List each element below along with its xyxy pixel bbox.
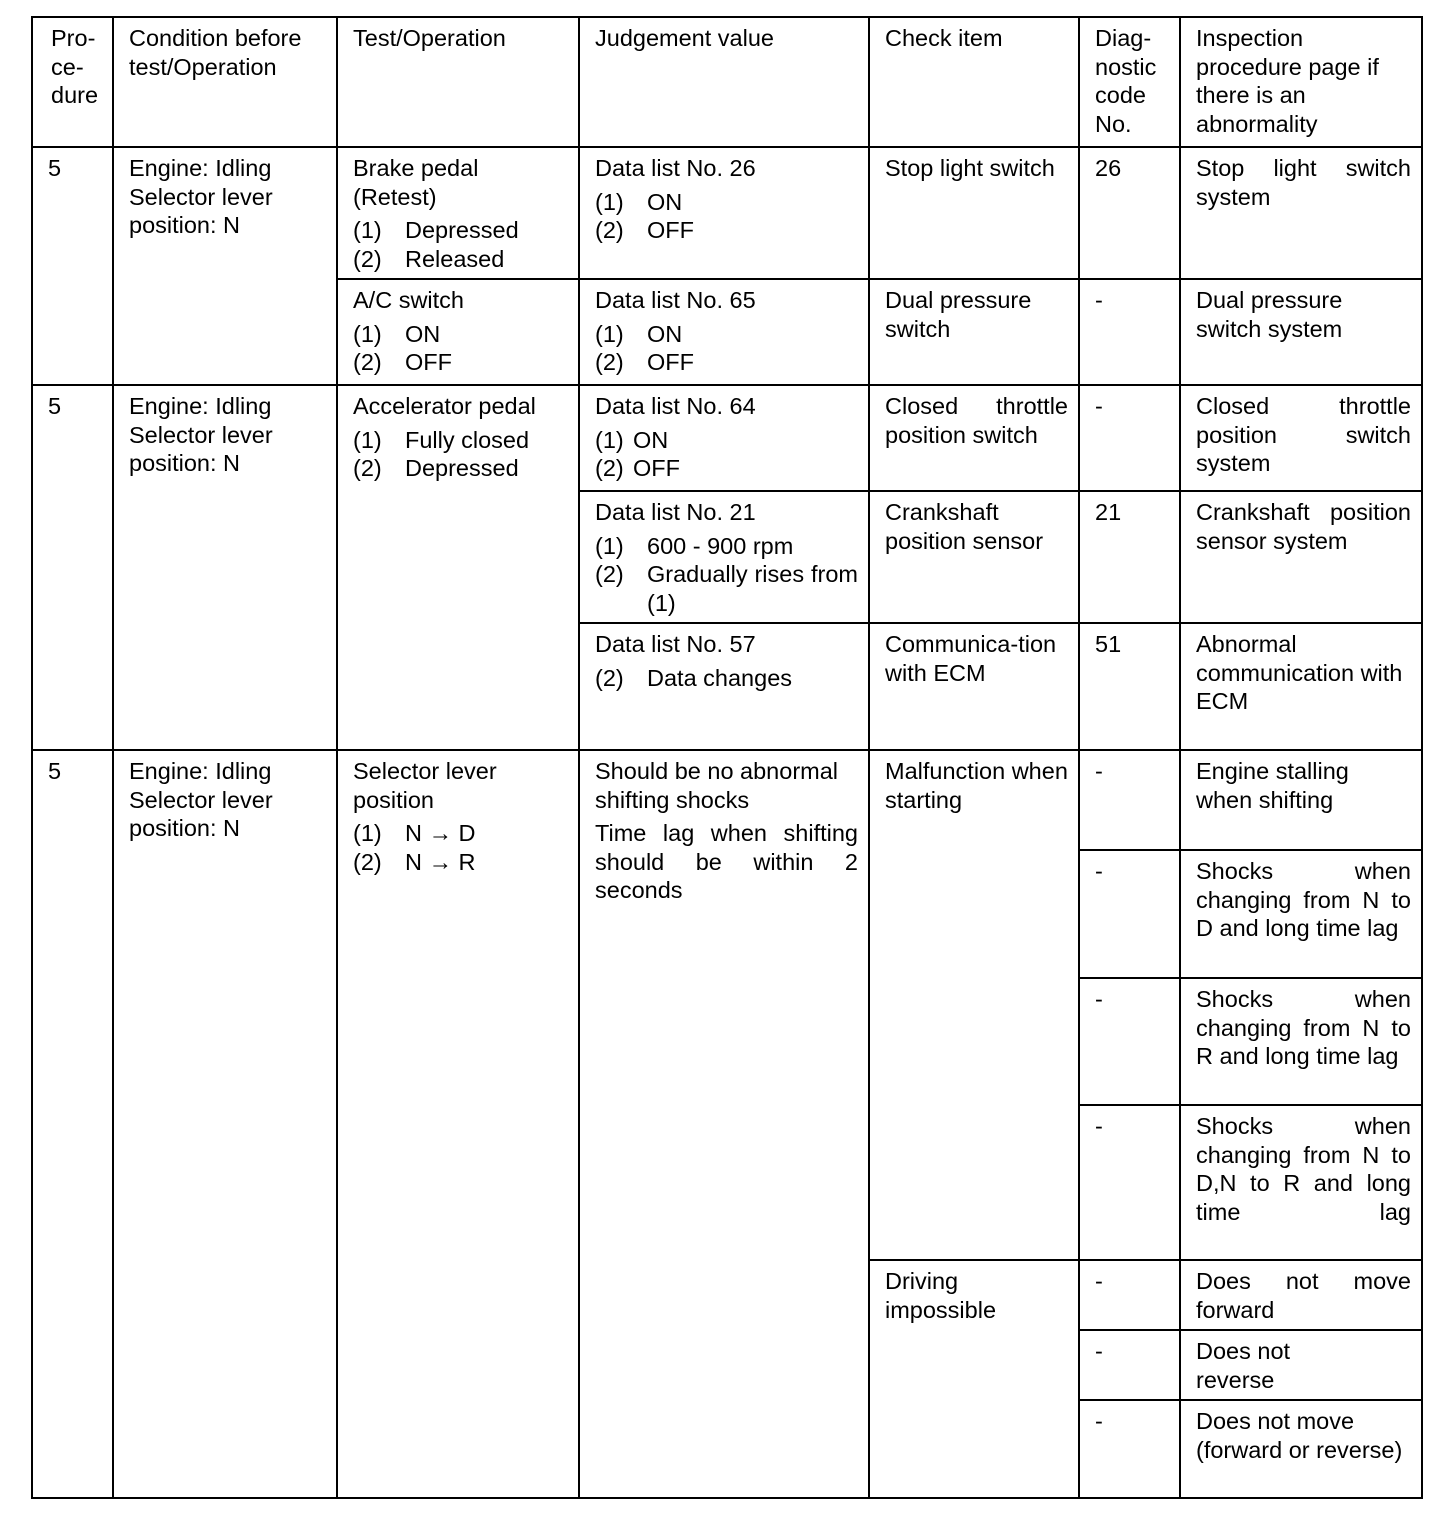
- header-procedure: Pro- ce- dure: [32, 17, 113, 147]
- diag-code-cell: -: [1079, 1105, 1180, 1260]
- judgement-cell: Data list No. 21 (1) 600 - 900 rpm (2) Gradually rises from (1): [579, 491, 869, 623]
- header-row: [32, 17, 1422, 147]
- condition-cell: Engine: Idling Selector lever position: N: [113, 385, 337, 750]
- test-cell: Accelerator pedal (1) Fully closed (2) Depressed: [337, 385, 579, 750]
- check-item-cell: Stop light switch: [869, 147, 1079, 279]
- check-item-cell: Driving impossible: [869, 1260, 1079, 1498]
- inspection-cell: Dual pressure switch system: [1180, 279, 1422, 385]
- judgement-cell: Data list No. 26 (1) ON (2) OFF: [579, 147, 869, 279]
- diag-code-cell: -: [1079, 385, 1180, 491]
- diag-code-cell: -: [1079, 1330, 1180, 1400]
- inspection-cell: Shocks when changing from N to R and long time lag: [1180, 978, 1422, 1105]
- judgement-cell: Data list No. 64 (1) ON (2) OFF: [579, 385, 869, 491]
- diag-code-cell: 26: [1079, 147, 1180, 279]
- header-judgement: Judgement value: [579, 17, 869, 147]
- diag-code-cell: -: [1079, 978, 1180, 1105]
- test-cell: A/C switch (1) ON (2) OFF: [337, 279, 579, 385]
- procedure-cell: 5: [32, 750, 113, 1498]
- diagnosis-table: [31, 16, 1423, 1499]
- diag-code-cell: 21: [1079, 491, 1180, 623]
- inspection-cell: Shocks when changing from N to D and long time lag: [1180, 850, 1422, 978]
- inspection-cell: Closed throttle position switch system: [1180, 385, 1422, 491]
- inspection-cell: Does not move (forward or reverse): [1180, 1400, 1422, 1498]
- check-item-cell: Dual pressure switch: [869, 279, 1079, 385]
- inspection-cell: Crankshaft position sensor system: [1180, 491, 1422, 623]
- diag-code-cell: 51: [1079, 623, 1180, 750]
- diag-code-cell: -: [1079, 1260, 1180, 1330]
- diag-code-cell: -: [1079, 750, 1180, 850]
- check-item-cell: Crankshaft position sensor: [869, 491, 1079, 623]
- procedure-cell: 5: [32, 385, 113, 750]
- table-row: [32, 147, 1422, 279]
- test-cell: Selector lever position (1) N → D (2) N → R: [337, 750, 579, 1498]
- inspection-cell: Abnormal communication with ECM: [1180, 623, 1422, 750]
- header-inspection: Inspection procedure page if there is an abnormality: [1180, 17, 1422, 147]
- table-row: [32, 750, 1422, 850]
- judgement-cell: Data list No. 65 (1) ON (2) OFF: [579, 279, 869, 385]
- inspection-cell: Stop light switch system: [1180, 147, 1422, 279]
- procedure-cell: 5: [32, 147, 113, 385]
- check-item-cell: Closed throttle position switch: [869, 385, 1079, 491]
- diag-code-cell: -: [1079, 850, 1180, 978]
- inspection-cell: Engine stalling when shifting: [1180, 750, 1422, 850]
- table-row: [32, 385, 1422, 491]
- judgement-cell: Should be no abnormal shifting shocks Time lag when shifting should be within 2 seconds: [579, 750, 869, 1498]
- diag-code-cell: -: [1079, 1400, 1180, 1498]
- inspection-cell: Does not move forward: [1180, 1260, 1422, 1330]
- inspection-cell: Does not reverse: [1180, 1330, 1422, 1400]
- diag-code-cell: -: [1079, 279, 1180, 385]
- header-test: Test/Operation: [337, 17, 579, 147]
- inspection-cell: Shocks when changing from N to D,N to R and long time lag: [1180, 1105, 1422, 1260]
- header-check: Check item: [869, 17, 1079, 147]
- header-diag: Diag- nostic code No.: [1079, 17, 1180, 147]
- check-item-cell: Communica-tion with ECM: [869, 623, 1079, 750]
- header-condition: Condition before test/Operation: [113, 17, 337, 147]
- judgement-cell: Data list No. 57 (2) Data changes: [579, 623, 869, 750]
- condition-cell: Engine: Idling Selector lever position: N: [113, 147, 337, 385]
- condition-cell: Engine: Idling Selector lever position: N: [113, 750, 337, 1498]
- check-item-cell: Malfunction when starting: [869, 750, 1079, 1260]
- test-cell: Brake pedal (Retest) (1) Depressed (2) Released: [337, 147, 579, 279]
